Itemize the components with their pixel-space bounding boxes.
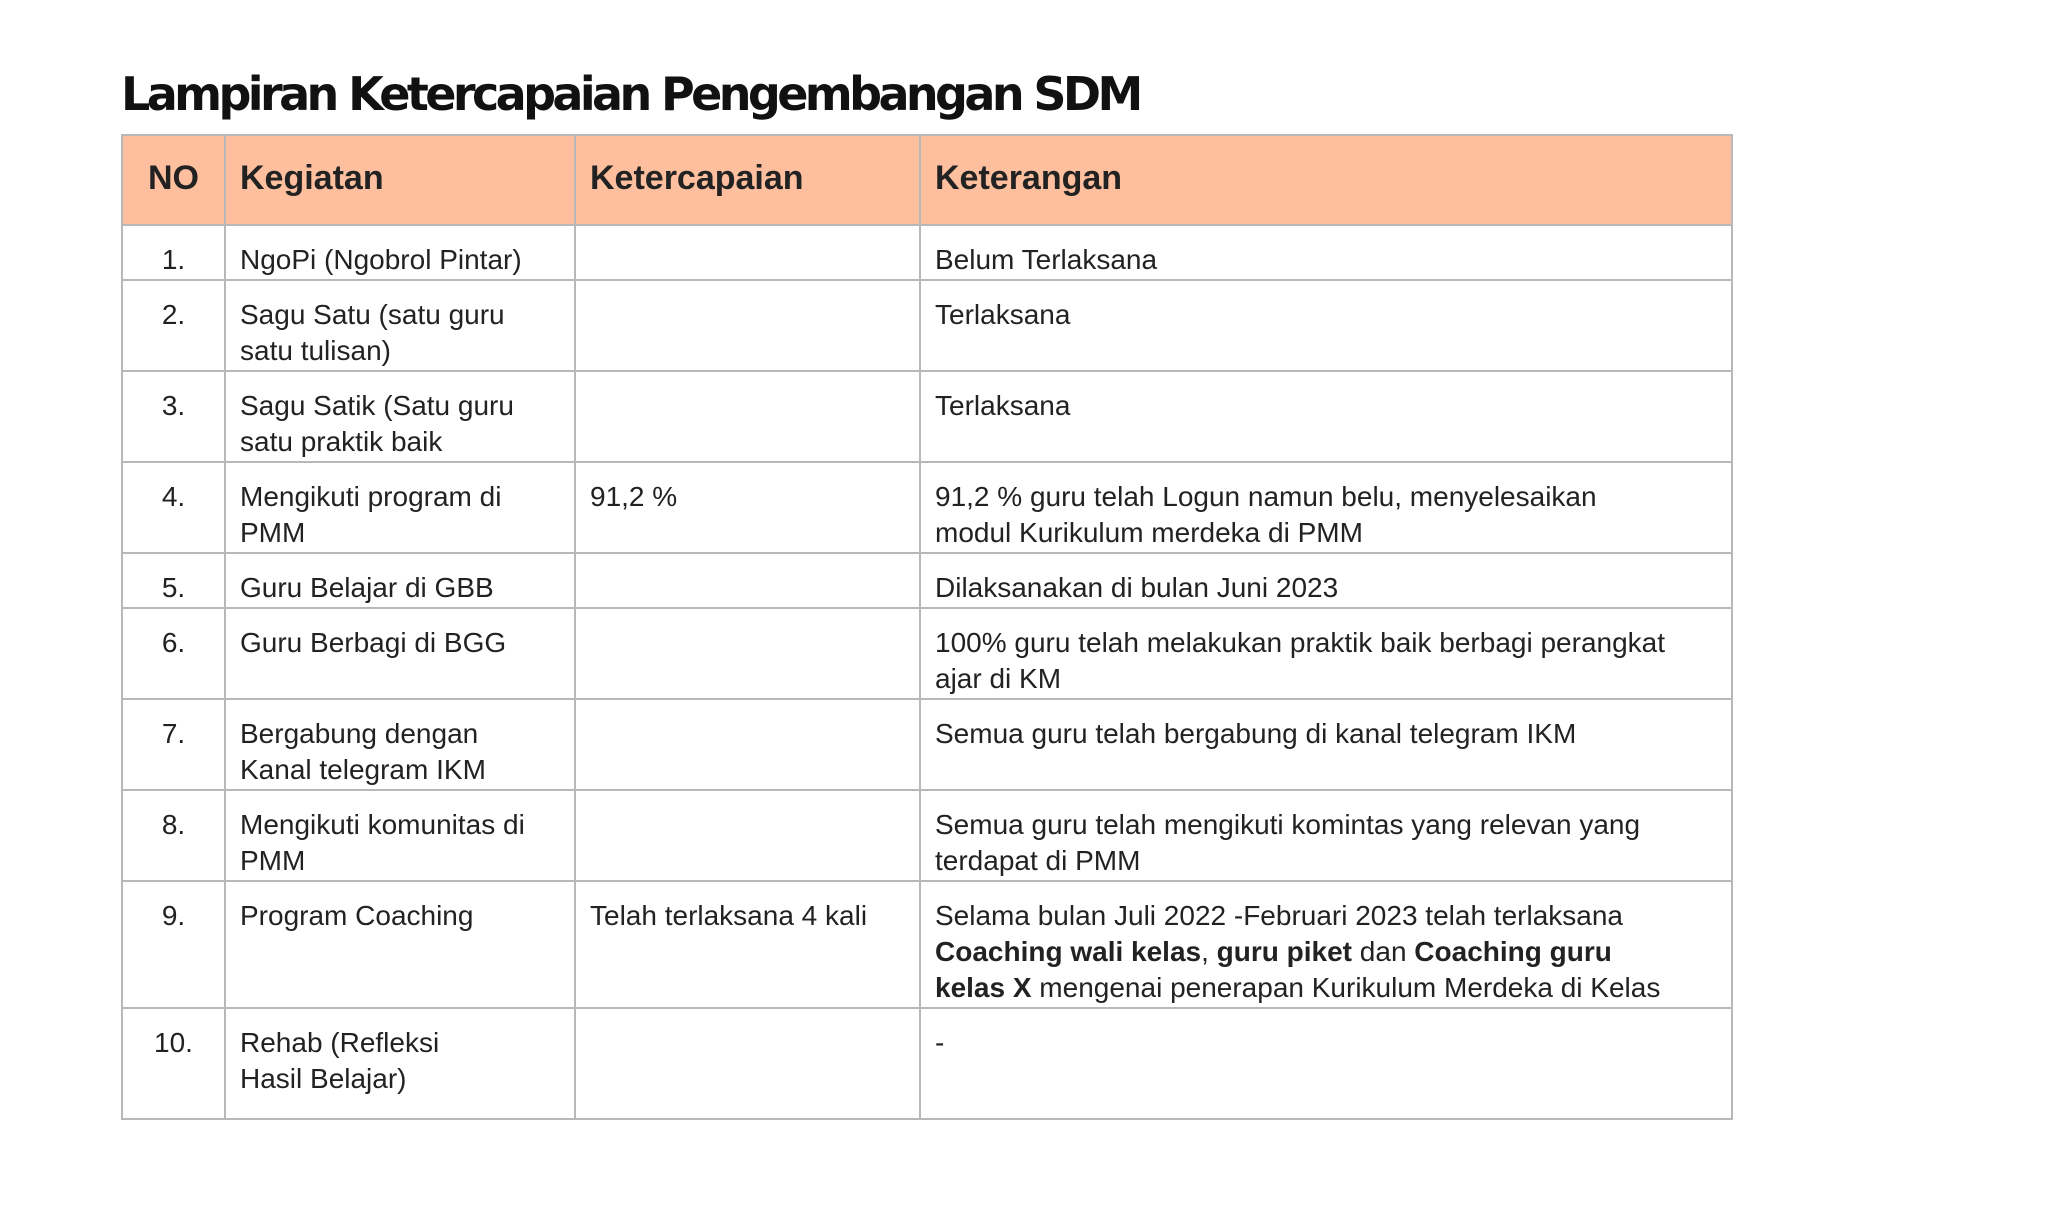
row-kegiatan [225, 371, 575, 462]
row-kegiatan [225, 280, 575, 371]
row-kegiatan [225, 553, 575, 608]
header-kegiatan: Kegiatan [225, 135, 575, 225]
row-number: 7. [122, 699, 225, 790]
row-ketercapaian [575, 1008, 920, 1119]
keterangan-line: ajar di KM [935, 663, 1062, 694]
row-kegiatan [225, 608, 575, 699]
keterangan-line: Terlaksana [935, 390, 1071, 421]
row-keterangan [920, 608, 1732, 699]
row-number: 2. [122, 280, 225, 371]
row-number: 9. [122, 881, 225, 1008]
row-number: 3. [122, 371, 225, 462]
keterangan-line: Dilaksanakan di bulan Juni 2023 [935, 572, 1339, 603]
row-kegiatan [225, 699, 575, 790]
bold-text: guru piket [1216, 936, 1353, 967]
keterangan-line: 100% guru telah melakukan praktik baik berbagi perangkat [935, 627, 1666, 658]
kegiatan-line: Hasil Belajar) [240, 1063, 407, 1094]
kegiatan-line: Sagu Satu (satu guru [240, 299, 505, 330]
kegiatan-line: satu praktik baik [240, 426, 443, 457]
row-keterangan [920, 790, 1732, 881]
kegiatan-line: NgoPi (Ngobrol Pintar) [240, 244, 522, 275]
kegiatan-line: Kanal telegram IKM [240, 754, 486, 785]
row-keterangan [920, 553, 1732, 608]
inline-text: mengenai penerapan Kurikulum Merdeka di Kelas [1031, 972, 1661, 1003]
kegiatan-line: PMM [240, 517, 306, 548]
kegiatan-line: satu tulisan) [240, 335, 391, 366]
row-ketercapaian [575, 699, 920, 790]
row-kegiatan [225, 462, 575, 553]
row-kegiatan: Program Coaching [225, 881, 575, 1008]
header-ketercapaian: Ketercapaian [575, 135, 920, 225]
table-row [122, 699, 1732, 790]
row-ketercapaian [575, 553, 920, 608]
kegiatan-line: Rehab (Refleksi [240, 1027, 440, 1058]
table-row [122, 608, 1732, 699]
keterangan-line: Semua guru telah bergabung di kanal telegram IKM [935, 718, 1577, 749]
header-keterangan: Keterangan [920, 135, 1732, 225]
bold-text: Coaching wali kelas [935, 936, 1202, 967]
kegiatan-line: Bergabung dengan [240, 718, 479, 749]
achievement-table [121, 134, 1733, 1120]
row-ketercapaian [575, 608, 920, 699]
table-header-row [122, 135, 1732, 225]
row-number: 8. [122, 790, 225, 881]
table-row [122, 1008, 1732, 1119]
bold-text: Coaching guru [1414, 936, 1612, 967]
table-row [122, 462, 1732, 553]
row-keterangan: - [920, 1008, 1732, 1119]
kegiatan-line: Guru Berbagi di BGG [240, 627, 507, 658]
row-number: 10. [122, 1008, 225, 1119]
row-ketercapaian [575, 790, 920, 881]
row-number: 6. [122, 608, 225, 699]
row-keterangan [920, 881, 1732, 1008]
kegiatan-line: Mengikuti komunitas di [240, 809, 525, 840]
table-row [122, 881, 1732, 1008]
row-number: 1. [122, 225, 225, 280]
kegiatan-line: Sagu Satik (Satu guru [240, 390, 514, 421]
row-ketercapaian: Telah terlaksana 4 kali [575, 881, 920, 1008]
row-kegiatan [225, 1008, 575, 1119]
header-no: NO [122, 135, 225, 225]
keterangan-line: 91,2 % guru telah Logun namun belu, menyelesaikan [935, 481, 1597, 512]
row-number: 4. [122, 462, 225, 553]
table-row [122, 225, 1732, 280]
keterangan-line: terdapat di PMM [935, 845, 1141, 876]
row-keterangan [920, 225, 1732, 280]
table-row [122, 371, 1732, 462]
keterangan-line: modul Kurikulum merdeka di PMM [935, 517, 1363, 548]
table-row [122, 790, 1732, 881]
bold-text: kelas X [935, 972, 1032, 1003]
keterangan-line: Semua guru telah mengikuti komintas yang relevan yang [935, 809, 1641, 840]
kegiatan-line: PMM [240, 845, 306, 876]
row-keterangan [920, 280, 1732, 371]
row-ketercapaian: 91,2 % [575, 462, 920, 553]
kegiatan-line: Guru Belajar di GBB [240, 572, 494, 603]
row-ketercapaian [575, 371, 920, 462]
keterangan-line: Terlaksana [935, 299, 1071, 330]
table-row [122, 553, 1732, 608]
inline-text: , [1201, 936, 1217, 967]
kegiatan-line: Mengikuti program di [240, 481, 502, 512]
row-number: 5. [122, 553, 225, 608]
table-row [122, 280, 1732, 371]
row-kegiatan [225, 225, 575, 280]
row-keterangan [920, 371, 1732, 462]
page-title: Lampiran Ketercapaian Pengembangan SDM [121, 67, 1140, 121]
row-ketercapaian [575, 225, 920, 280]
row-kegiatan [225, 790, 575, 881]
inline-text: dan [1352, 936, 1415, 967]
keterangan-line: Belum Terlaksana [935, 244, 1158, 275]
row-keterangan [920, 699, 1732, 790]
row-keterangan [920, 462, 1732, 553]
row-ketercapaian [575, 280, 920, 371]
keterangan-line: Selama bulan Juli 2022 -Februari 2023 telah terlaksana [935, 900, 1623, 931]
